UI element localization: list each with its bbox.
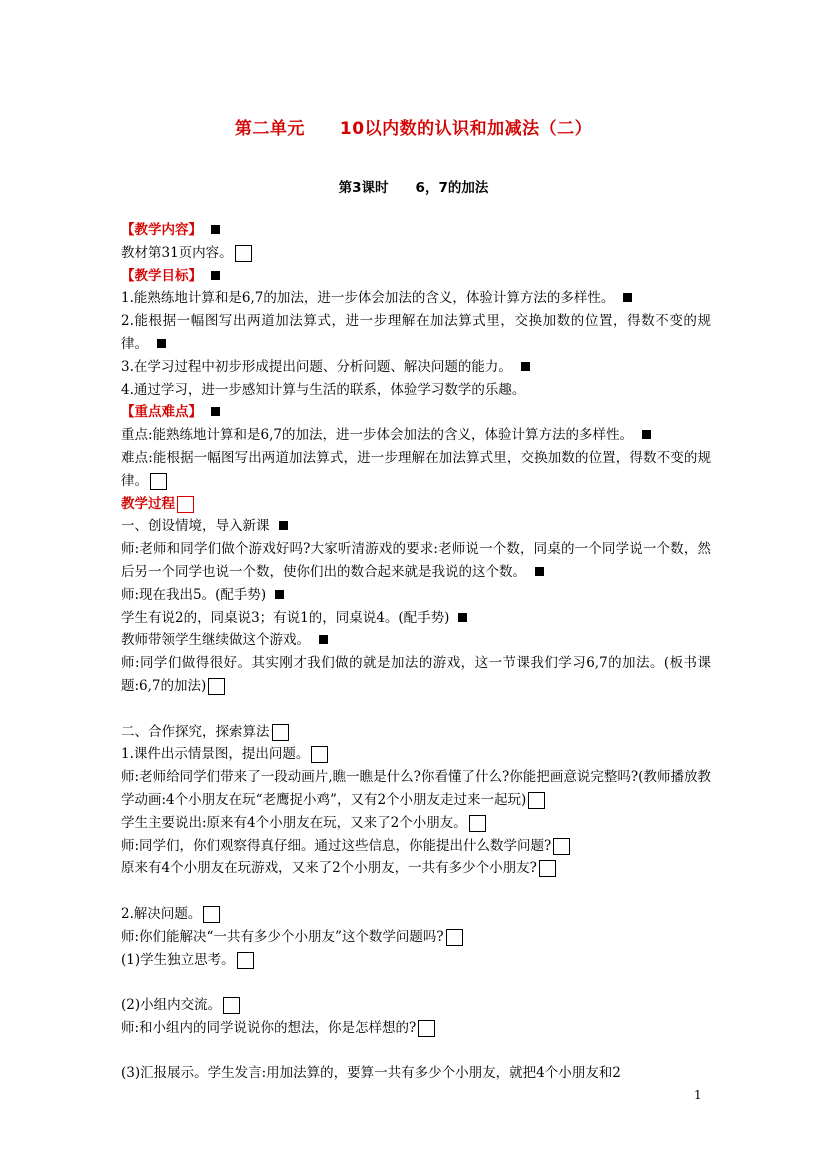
paragraph-line [121,629,711,652]
goal-item [121,310,711,356]
square-marker-icon [458,613,467,622]
paragraph-line [121,903,711,926]
paragraph-line [121,607,711,630]
checkbox-icon [223,997,240,1014]
paragraph-text: 师:同学们做得很好。其实刚才我们做的就是加法的游戏，这一节课我们学习6,7的加法。(板书课题:6,7的加法) [121,655,711,694]
square-marker-icon [521,362,530,371]
paragraph-text: (3)汇报展示。学生发言:用加法算的，要算一共有多少个小朋友，就把4个小朋友和2 [121,1065,621,1082]
square-marker-icon [623,293,632,302]
checkbox-icon [539,860,556,877]
checkbox-icon [208,678,225,695]
square-marker-icon [157,339,166,348]
square-marker-icon [275,590,284,599]
square-marker-icon [211,225,220,234]
paragraph-line [121,926,711,949]
paragraph-line [121,835,711,858]
paragraph-line [121,949,711,972]
square-marker-icon [535,567,544,576]
checkbox-icon [553,838,570,855]
checkbox-icon [418,1020,435,1037]
checkbox-icon [311,746,328,763]
process-heading-line [121,493,711,516]
paragraph-text: 2.解决问题。 [121,905,202,922]
goal-item [121,356,711,379]
checkbox-icon [528,792,545,809]
page-number: 1 [694,1088,702,1102]
checkbox-icon [235,245,252,262]
paragraph-text: 师:和小组内的同学说说你的想法，你是怎样想的? [121,1019,417,1036]
square-marker-icon [279,521,288,530]
checkbox-icon [469,815,486,832]
part1-title-line [121,515,711,538]
goal-item [121,287,711,310]
paragraph-text: 学生主要说出:原来有4个小朋友在玩，又来了2个小朋友。 [121,814,467,831]
difficulty-line [121,447,711,493]
checkbox-icon [177,496,194,513]
square-marker-icon [642,430,651,439]
key-point-text: 重点:能熟练地计算和是6,7的加法，进一步体会加法的含义，体验计算方法的多样性。 [121,427,634,444]
paragraph-line [121,1017,711,1040]
part2-title-line [121,721,711,744]
paragraph-line [121,743,711,766]
paragraph-text: 原来有4个小朋友在玩游戏，又来了2个小朋友，一共有多少个小朋友? [121,860,537,877]
paragraph-text: 师:你们能解决“一共有多少个小朋友”这个数学问题吗? [121,928,444,945]
content-text: 教材第31页内容。 [121,244,233,261]
checkbox-icon [203,906,220,923]
paragraph-line [121,994,711,1017]
checkbox-icon [446,929,463,946]
part2-title: 二、合作探究，探索算法 [121,723,270,740]
paragraph-text: (1)学生独立思考。 [121,951,235,968]
content-heading-line [121,219,711,242]
paragraph-line [121,857,711,880]
goals-heading-line [121,265,711,288]
key-point-line [121,424,711,447]
process-heading: 教学过程 [121,495,175,512]
difficulty-text: 难点:能根据一幅图写出两道加法算式，进一步理解在加法算式里，交换加数的位置，得数不变的规律。 [121,449,711,489]
goal-text: 3.在学习过程中初步形成提出问题、分析问题、解决问题的能力。 [121,358,512,375]
goal-item [121,379,711,402]
checkbox-icon [272,724,289,741]
paragraph-line [121,538,711,584]
paragraph-line [121,584,711,607]
goal-text: 4.通过学习，进一步感知计算与生活的联系，体验学习数学的乐趣。 [121,381,526,398]
unit-title: 第二单元 10以内数的认识和加减法（二） [234,119,593,139]
square-marker-icon [211,407,220,416]
paragraph-text: 师:同学们，你们观察得真仔细。通过这些信息，你能提出什么数学问题? [121,837,552,854]
key-heading-line [121,401,711,424]
checkbox-icon [150,473,167,490]
paragraph-text: 师:现在我出5。(配手势) [121,586,267,603]
content-heading: 【教学内容】 [121,222,202,238]
paragraph-text: 1.课件出示情景图，提出问题。 [121,746,310,763]
checkbox-icon [237,952,254,969]
paragraph-text: 师:老师给同学们带来了一段动画片,瞧一瞧是什么?你看懂了什么?你能把画意说完整吗?(教师播放教学动画:4个小朋友在玩“老鹰捉小鸡”，又有2个小朋友走过来一起玩) [121,769,711,808]
document-body [121,219,711,1085]
paragraph-line [121,652,711,698]
paragraph-text: (2)小组内交流。 [121,997,222,1014]
goals-heading: 【教学目标】 [121,267,202,284]
paragraph-line [121,812,711,835]
content-text-line [121,242,711,265]
lesson-title: 第3课时 6，7的加法 [338,180,489,196]
square-marker-icon [211,271,220,280]
paragraph-text: 教师带领学生继续做这个游戏。 [121,632,310,649]
paragraph-text: 学生有说2的，同桌说3；有说1的，同桌说4。(配手势) [121,609,450,626]
goal-text: 1.能熟练地计算和是6,7的加法，进一步体会加法的含义，体验计算方法的多样性。 [121,290,615,307]
key-heading: 【重点难点】 [121,404,202,421]
part1-title: 一、创设情境，导入新课 [121,518,270,535]
paragraph-text: 师:老师和同学们做个游戏好吗?大家听清游戏的要求:老师说一个数，同桌的一个同学说一个数，然后另一个同学也说一个数，使你们出的数合起来就是我说的这个数。 [121,541,711,580]
paragraph-line [121,1062,711,1085]
paragraph-line [121,766,711,812]
square-marker-icon [319,635,328,644]
goal-text: 2.能根据一幅图写出两道加法算式，进一步理解在加法算式里，交换加数的位置，得数不变的规律。 [121,313,711,352]
